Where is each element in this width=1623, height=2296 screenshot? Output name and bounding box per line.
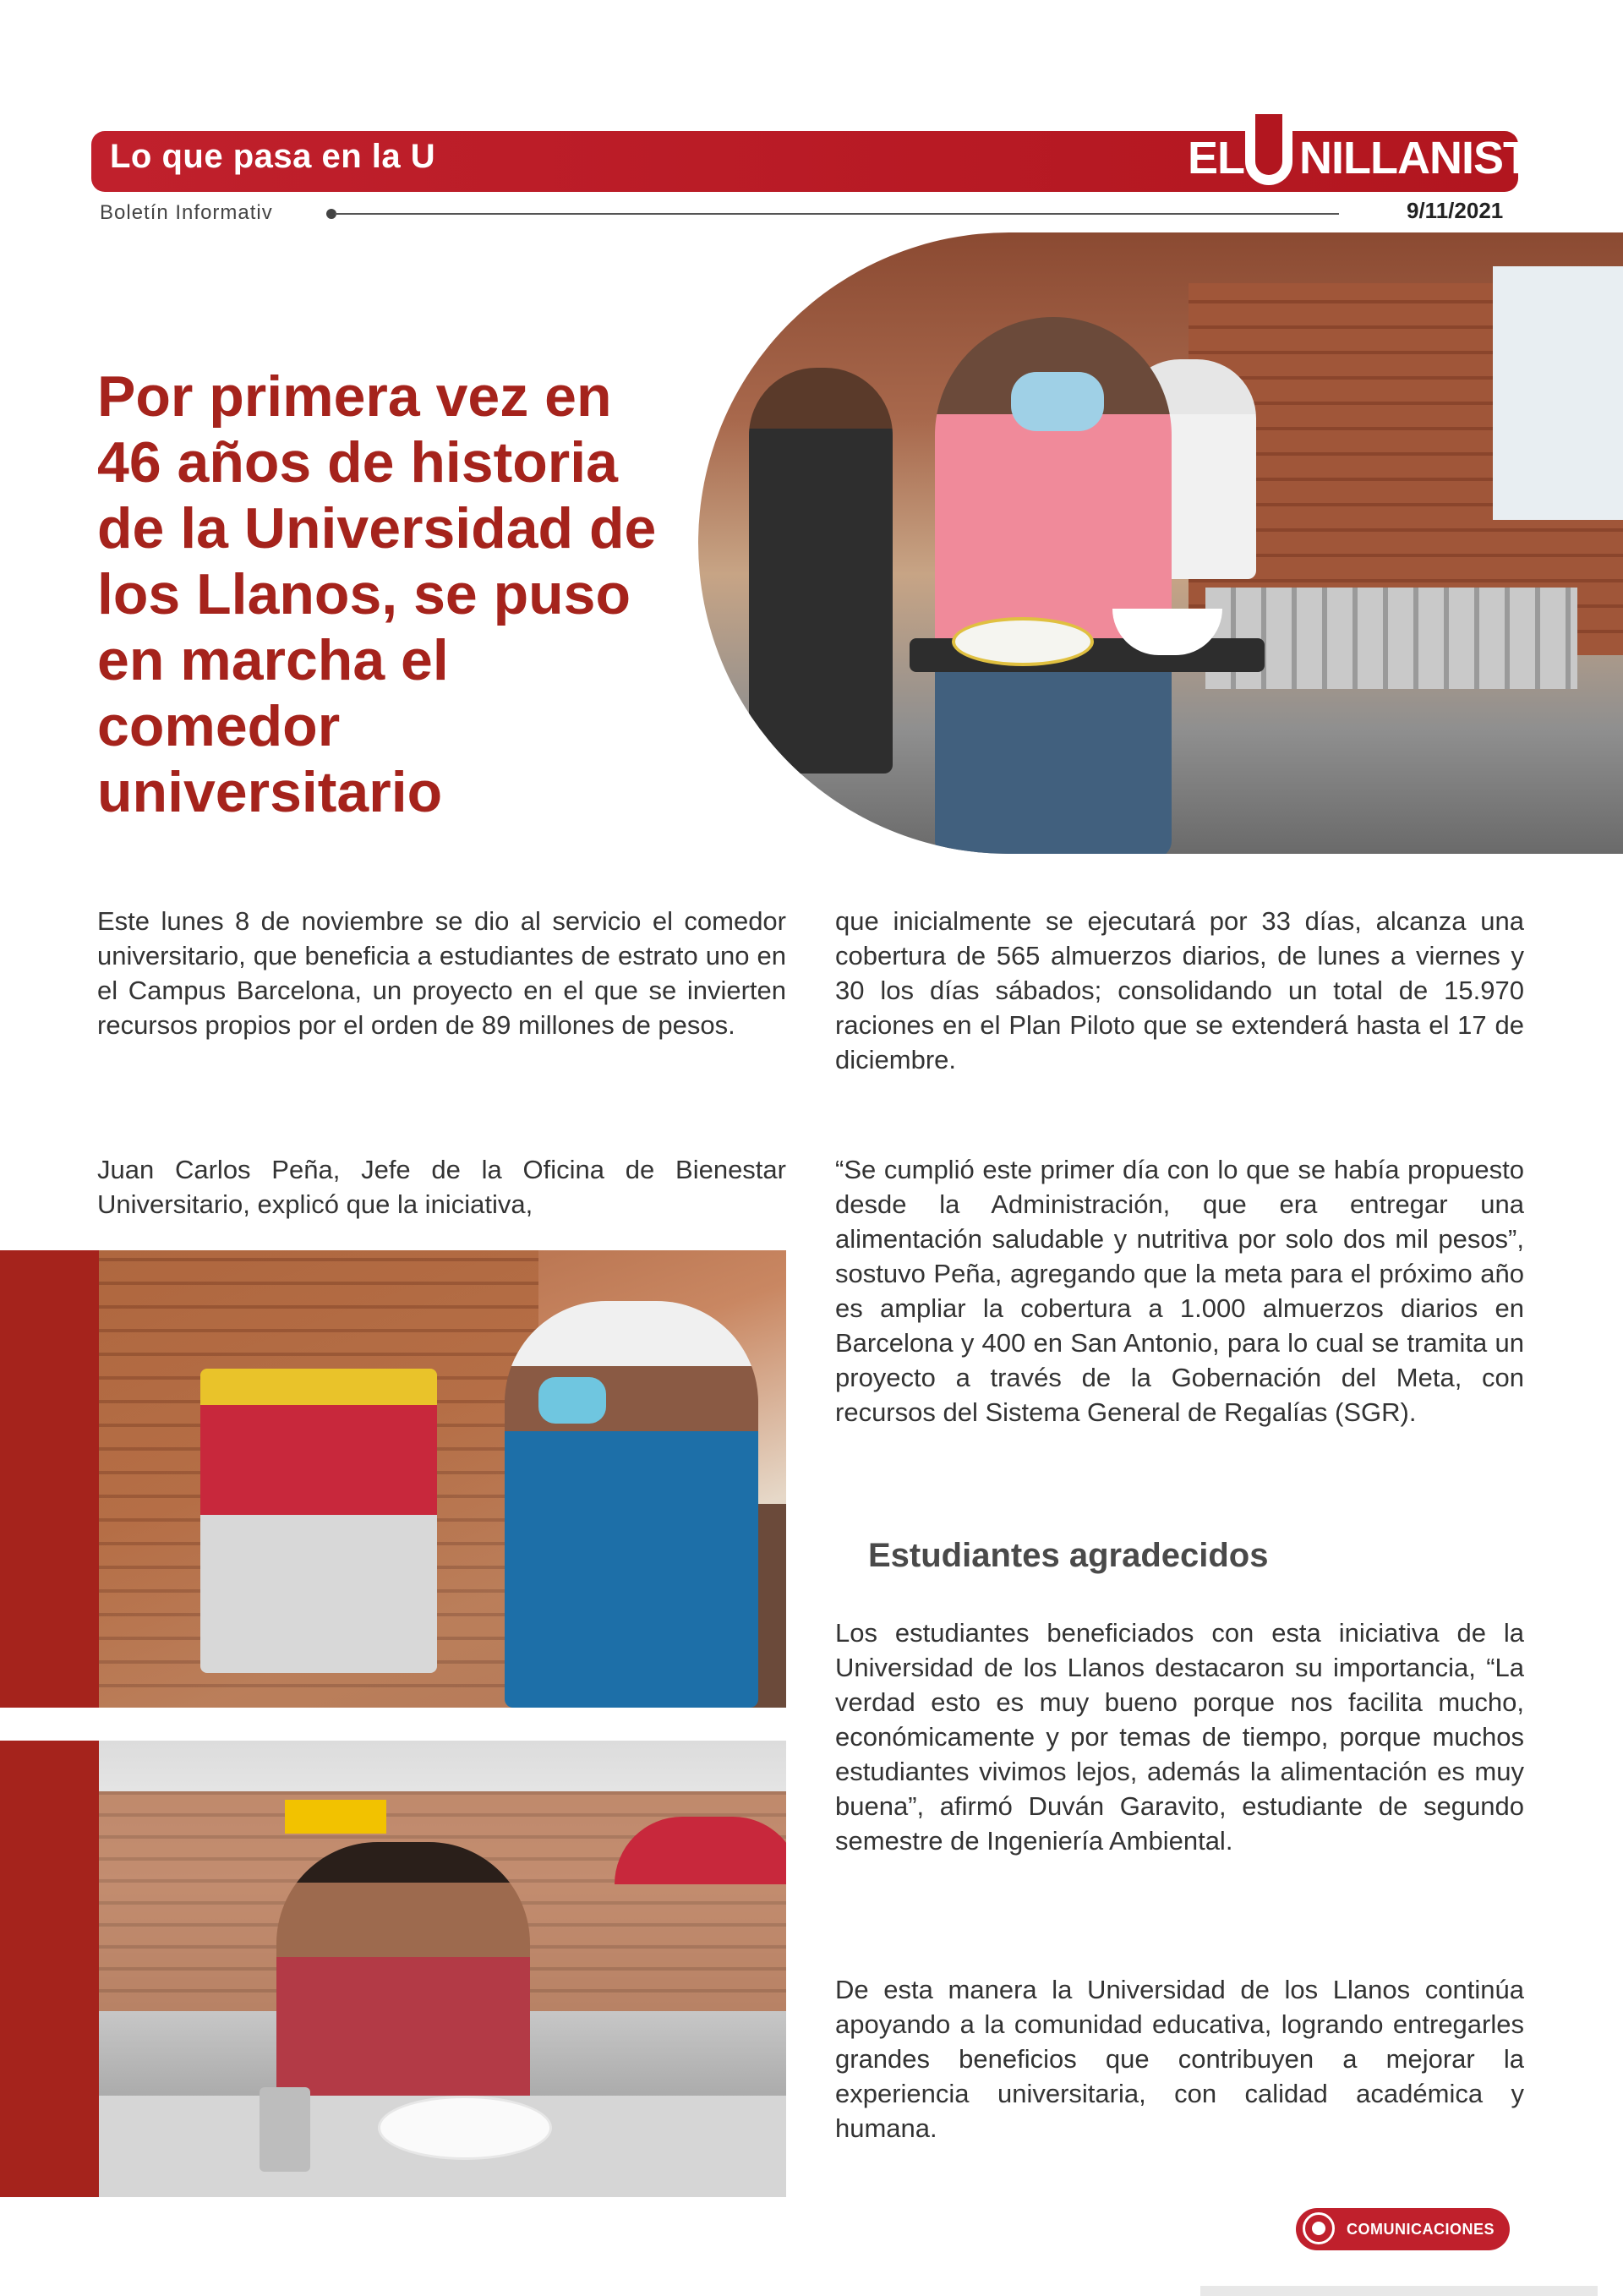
window <box>1493 266 1623 520</box>
logo-u-icon <box>1245 114 1292 185</box>
logo-text-left: EL <box>1188 133 1245 183</box>
photo-juice-dispenser <box>99 1250 786 1708</box>
subheading: Estudiantes agradecidos <box>868 1537 1269 1574</box>
section-title: Lo que pasa en la U <box>110 138 436 175</box>
subtitle-rule <box>335 213 1339 215</box>
communications-logo-icon <box>1303 2212 1335 2244</box>
communications-label: COMUNICACIONES <box>1347 2220 1495 2238</box>
side-band-2 <box>0 1741 99 2197</box>
subtitle: Boletín Informativ <box>100 201 273 224</box>
paragraph-6: De esta manera la Universidad de los Llanos continúa apoyando a la comunidad educativa, logrando entregarles grandes beneficios que contribuyen a mejorar la experiencia universitaria, con calidad académica y humana. <box>835 1975 1524 2143</box>
background-student <box>749 368 893 774</box>
food-plate <box>378 2096 552 2160</box>
paragraph-3: que inicialmente se ejecutará por 33 días, alcanza una cobertura de 565 almuerzos diarios, de lunes a viernes y 30 los días sábados; consolidando un total de 15.970 raciones en el Plan Piloto que se extenderá hasta el 17 de diciembre. <box>835 906 1524 1074</box>
logo-text-right: NILLANISTA <box>1299 133 1559 183</box>
face-mask <box>538 1377 606 1424</box>
paragraph-5: Los estudiantes beneficiados con esta iniciativa de la Universidad de los Llanos destacaron su importancia, “La verdad esto es muy bueno porque nos facilita mucho, económicamente y por temas de tiempo, porque muchos estudiantes vivimos lejos, además la alimentación es muy buena”, afirmó Duván Garavito, estudiante de segundo semestre de Ingeniería Ambiental. <box>835 1618 1524 1856</box>
cup <box>260 2087 310 2172</box>
building-sign <box>285 1800 386 1834</box>
photo-student-eating <box>99 1741 786 2197</box>
bottom-strip <box>1200 2286 1598 2296</box>
paragraph-4: “Se cumplió este primer día con lo que se había propuesto desde la Administración, que era entregar una alimentación saludable y nutritiva por solo dos mil pesos”, sostuvo Peña, agregando que la meta para el próximo año es ampliar la cobertura a 1.000 almuerzos diarios en Barcelona y 400 en San Antonio, para lo cual se tramita un proyecto a través de la Gobernación del Meta, con recursos del Sistema General de Regalías (SGR). <box>835 1155 1524 1427</box>
serving-counter <box>1205 588 1577 689</box>
worker-figure <box>505 1301 758 1708</box>
face-mask <box>1011 372 1104 431</box>
paragraph-1: Este lunes 8 de noviembre se dio al servicio el comedor universitario, que beneficia a estudiantes de estrato uno en el Campus Barcelona, un proyecto en el que se invierten recursos propios por el orden de 89 millones de pesos. <box>97 906 786 1040</box>
hero-photo <box>698 232 1623 854</box>
side-band-1 <box>0 1250 99 1708</box>
communications-badge <box>1296 2208 1510 2250</box>
juice-dispenser <box>200 1369 437 1673</box>
issue-date: 9/11/2021 <box>1407 198 1504 223</box>
food-plate <box>952 617 1094 666</box>
paragraph-2: Juan Carlos Peña, Jefe de la Oficina de Bienestar Universitario, explicó que la iniciativa, <box>97 1155 786 1219</box>
headline: Por primera vez en 46 años de historia de la Universidad de los Llanos, se puso en marcha el comedor universitario <box>97 364 657 824</box>
